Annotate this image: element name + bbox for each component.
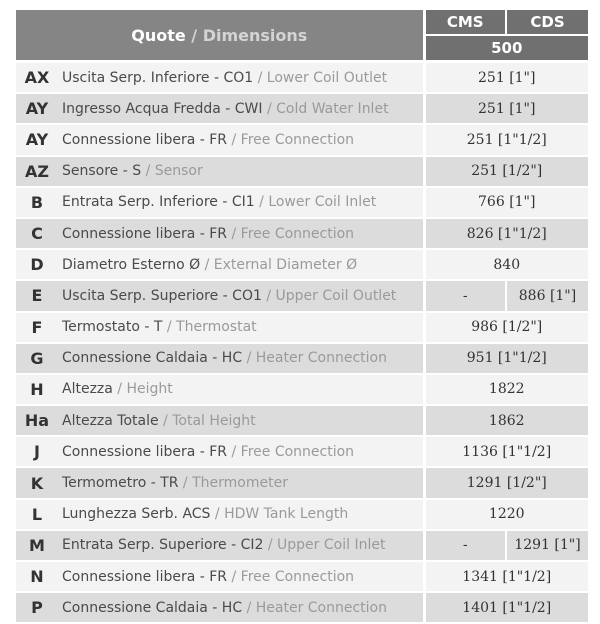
row-desc-en: Free Connection (240, 131, 355, 148)
row-desc-separator: / (227, 568, 241, 585)
row-value-cms: - (424, 530, 506, 561)
table-row (16, 156, 588, 187)
row-desc-en: Height (126, 381, 173, 398)
table-row (16, 124, 588, 155)
row-desc-it: Uscita Serp. Inferiore - CO1 (62, 69, 254, 86)
row-code: M (16, 530, 58, 561)
row-code: H (16, 374, 58, 405)
row-description (58, 561, 424, 592)
model-cds-header: CDS (506, 10, 588, 35)
row-code: Ha (16, 405, 58, 436)
row-description (58, 374, 424, 405)
row-code: C (16, 218, 58, 249)
quote-dimensions-header (16, 10, 424, 62)
row-description (58, 499, 424, 530)
row-code: J (16, 436, 58, 467)
row-value-cms: - (424, 280, 506, 311)
row-desc-it: Ingresso Acqua Fredda - CWI (62, 100, 263, 117)
row-desc-separator: / (227, 443, 241, 460)
row-desc-it: Termometro - TR (62, 475, 179, 492)
row-desc-separator: / (253, 69, 267, 86)
row-value: 840 (424, 249, 588, 280)
row-desc-en: Cold Water Inlet (276, 100, 389, 117)
table-row (16, 312, 588, 343)
row-desc-it: Altezza Totale (62, 412, 159, 429)
table-row (16, 561, 588, 592)
row-value: 1291 [1/2"] (424, 467, 588, 498)
row-desc-it: Connessione libera - FR (62, 443, 228, 460)
row-description (58, 312, 424, 343)
row-desc-en: Free Connection (240, 443, 355, 460)
row-desc-it: Entrata Serp. Inferiore - CI1 (62, 194, 255, 211)
table-row (16, 436, 588, 467)
row-desc-separator: / (227, 131, 241, 148)
table-row (16, 280, 588, 311)
row-desc-separator: / (162, 319, 177, 336)
row-desc-it: Connessione libera - FR (62, 225, 228, 242)
row-value: 951 [1"1/2] (424, 343, 588, 374)
row-value: 1341 [1"1/2] (424, 561, 588, 592)
row-value: 1862 (424, 405, 588, 436)
row-description (58, 93, 424, 124)
row-desc-en: Free Connection (240, 568, 355, 585)
row-desc-it: Connessione Caldaia - HC (62, 599, 243, 616)
row-desc-it: Sensore - S (62, 163, 142, 180)
row-desc-it: Altezza (62, 381, 113, 398)
table-row (16, 62, 588, 94)
row-desc-en: Heater Connection (255, 350, 387, 367)
row-desc-en: Lower Coil Inlet (268, 194, 377, 211)
row-desc-separator: / (158, 412, 173, 429)
table-row (16, 592, 588, 623)
row-desc-separator: / (242, 599, 256, 616)
row-value: 1136 [1"1/2] (424, 436, 588, 467)
row-code: D (16, 249, 58, 280)
row-desc-it: Connessione libera - FR (62, 568, 228, 585)
row-value: 826 [1"1/2] (424, 218, 588, 249)
header-quote-en: Dimensions (202, 25, 308, 45)
row-description (58, 343, 424, 374)
row-desc-separator: / (112, 381, 127, 398)
row-description (58, 218, 424, 249)
row-desc-separator: / (200, 256, 214, 273)
row-description (58, 156, 424, 187)
table-row (16, 467, 588, 498)
row-value: 251 [1"] (424, 62, 588, 94)
row-code: AX (16, 62, 58, 94)
row-code: E (16, 280, 58, 311)
header-separator: / (185, 25, 203, 45)
model-cms-header: CMS (424, 10, 506, 35)
row-value: 1822 (424, 374, 588, 405)
row-description (58, 249, 424, 280)
row-description (58, 436, 424, 467)
row-desc-en: Sensor (154, 163, 203, 180)
table-row (16, 249, 588, 280)
row-desc-en: Upper Coil Inlet (277, 537, 386, 554)
header-quote-it: Quote (131, 25, 186, 45)
row-desc-separator: / (262, 100, 277, 117)
row-code: AY (16, 93, 58, 124)
row-code: F (16, 312, 58, 343)
row-desc-en: HDW Tank Length (224, 506, 349, 523)
row-description (58, 62, 424, 94)
row-desc-it: Connessione Caldaia - HC (62, 350, 243, 367)
row-value: 251 [1"1/2] (424, 124, 588, 155)
row-description (58, 280, 424, 311)
row-description (58, 187, 424, 218)
row-desc-it: Entrata Serp. Superiore - CI2 (62, 537, 264, 554)
row-desc-separator: / (261, 287, 276, 304)
row-desc-separator: / (227, 225, 241, 242)
table-row (16, 93, 588, 124)
row-desc-it: Connessione libera - FR (62, 131, 228, 148)
row-code: N (16, 561, 58, 592)
row-desc-en: External Diameter Ø (213, 256, 358, 273)
row-code: G (16, 343, 58, 374)
row-code: AZ (16, 156, 58, 187)
row-description (58, 592, 424, 623)
row-value: 986 [1/2"] (424, 312, 588, 343)
size-header: 500 (424, 35, 588, 62)
row-description (58, 467, 424, 498)
row-value-cds: 1291 [1"] (506, 530, 588, 561)
row-desc-en: Free Connection (240, 225, 355, 242)
row-description (58, 530, 424, 561)
row-desc-it: Uscita Serp. Superiore - CO1 (62, 287, 262, 304)
row-desc-separator: / (242, 350, 256, 367)
row-value: 766 [1"] (424, 187, 588, 218)
row-value: 251 [1/2"] (424, 156, 588, 187)
row-code: P (16, 592, 58, 623)
table-row (16, 499, 588, 530)
table-row (16, 187, 588, 218)
row-desc-separator: / (263, 537, 278, 554)
row-code: L (16, 499, 58, 530)
row-desc-en: Thermometer (192, 475, 288, 492)
row-desc-en: Thermostat (176, 319, 257, 336)
row-desc-en: Lower Coil Outlet (266, 69, 388, 86)
table-row (16, 530, 588, 561)
row-code: K (16, 467, 58, 498)
row-desc-it: Lunghezza Serb. ACS (62, 506, 211, 523)
row-description (58, 405, 424, 436)
row-desc-en: Upper Coil Outlet (275, 287, 397, 304)
table-row (16, 343, 588, 374)
row-desc-separator: / (254, 194, 269, 211)
row-value: 1220 (424, 499, 588, 530)
dimensions-table (16, 10, 588, 624)
row-code: AY (16, 124, 58, 155)
row-desc-en: Total Height (172, 412, 256, 429)
row-value: 251 [1"] (424, 93, 588, 124)
table-row (16, 374, 588, 405)
row-desc-separator: / (210, 506, 225, 523)
row-desc-en: Heater Connection (255, 599, 387, 616)
row-value: 1401 [1"1/2] (424, 592, 588, 623)
row-desc-separator: / (178, 475, 193, 492)
table-row (16, 218, 588, 249)
row-desc-it: Termostato - T (62, 319, 163, 336)
row-desc-it: Diametro Esterno Ø (62, 256, 201, 273)
row-value-cds: 886 [1"] (506, 280, 588, 311)
table-row (16, 405, 588, 436)
dimensions-rows (16, 62, 588, 624)
row-description (58, 124, 424, 155)
row-desc-separator: / (141, 163, 155, 180)
row-code: B (16, 187, 58, 218)
